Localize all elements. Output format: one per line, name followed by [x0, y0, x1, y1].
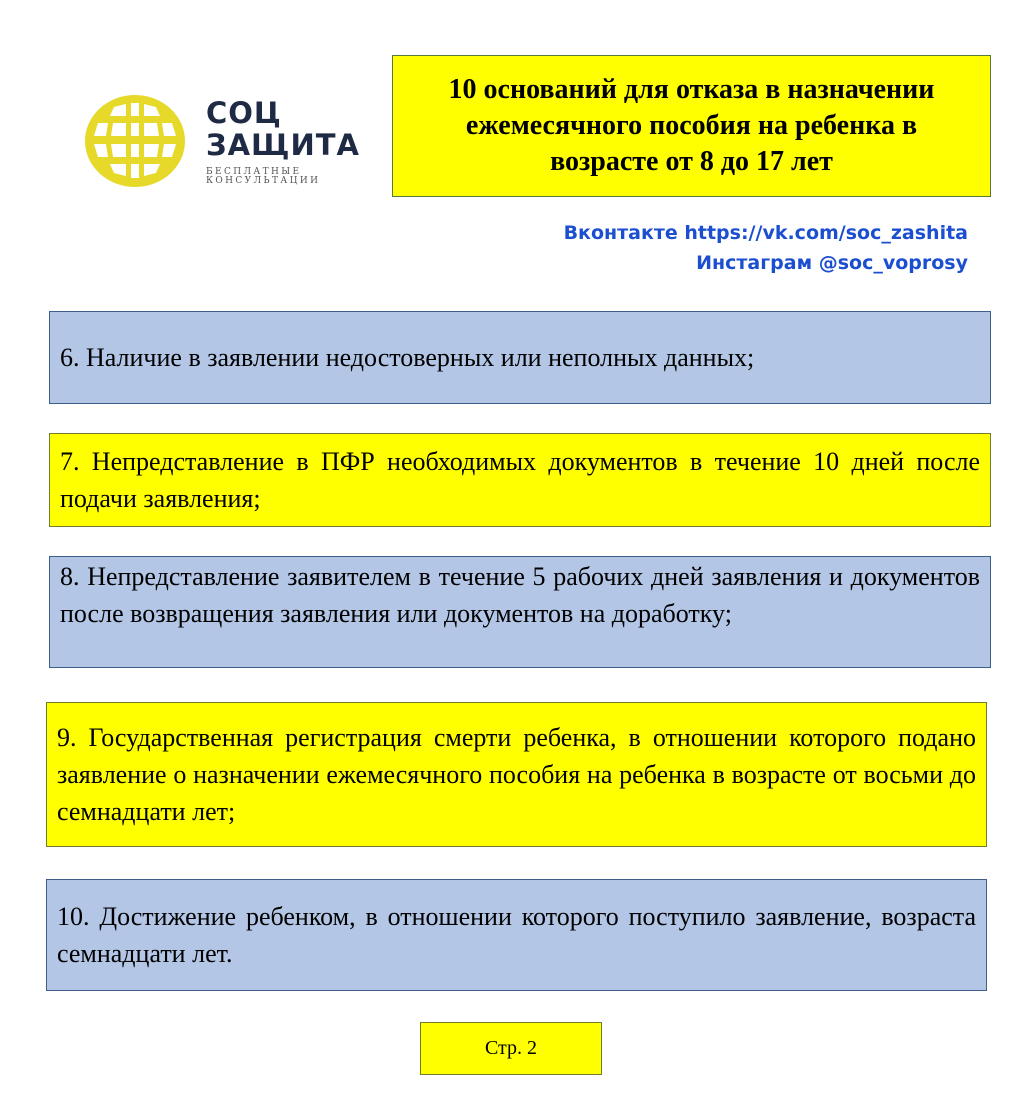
social-links — [480, 218, 968, 278]
reason-text: 8. Непредставление заявителем в течение 5 рабочих дней заявления и документов после возвращения заявления или документов на доработку; — [60, 562, 980, 628]
page-number: Стр. 2 — [484, 1037, 538, 1059]
reason-text: 9. Государственная регистрация смерти ребенка, в отношении которого подано заявление о назначении ежемесячного пособия на ребенка в возрасте от восьми до семнадцати лет; — [57, 723, 976, 826]
logo-subtitle — [206, 168, 320, 186]
reason-text: 10. Достижение ребенком, в отношении которого поступило заявление, возраста семнадцати лет. — [57, 902, 976, 968]
globe-icon — [84, 94, 186, 188]
reason-item-8 — [49, 556, 991, 668]
reason-text: 7. Непредставление в ПФР необходимых документов в течение 10 дней после подачи заявления; — [60, 447, 980, 513]
logo-subtitle-line2: КОНСУЛЬТАЦИИ — [206, 176, 321, 186]
reason-item-10 — [46, 879, 987, 991]
vk-link[interactable]: Вконтакте https://vk.com/soc_zashita — [563, 222, 968, 244]
logo-title-line2: ЗАЩИТА — [206, 128, 360, 162]
logo-subtitle-line1: БЕСПЛАТНЫЕ — [206, 167, 302, 177]
logo — [84, 92, 360, 192]
reason-item-6 — [49, 311, 991, 404]
logo-title-line1: СОЦ — [206, 96, 282, 130]
reason-text: 6. Наличие в заявлении недостоверных или неполных данных; — [60, 343, 755, 372]
reason-item-7 — [49, 433, 991, 527]
instagram-link: Инстаграм @soc_voprosy — [696, 252, 968, 274]
reason-item-9 — [46, 702, 987, 847]
page-title-box — [392, 55, 991, 197]
page-title: 10 оснований для отказа в назначении ежемесячного пособия на ребенка в возрасте от 8 до 17 лет — [448, 74, 935, 177]
page-number-box — [420, 1022, 602, 1075]
